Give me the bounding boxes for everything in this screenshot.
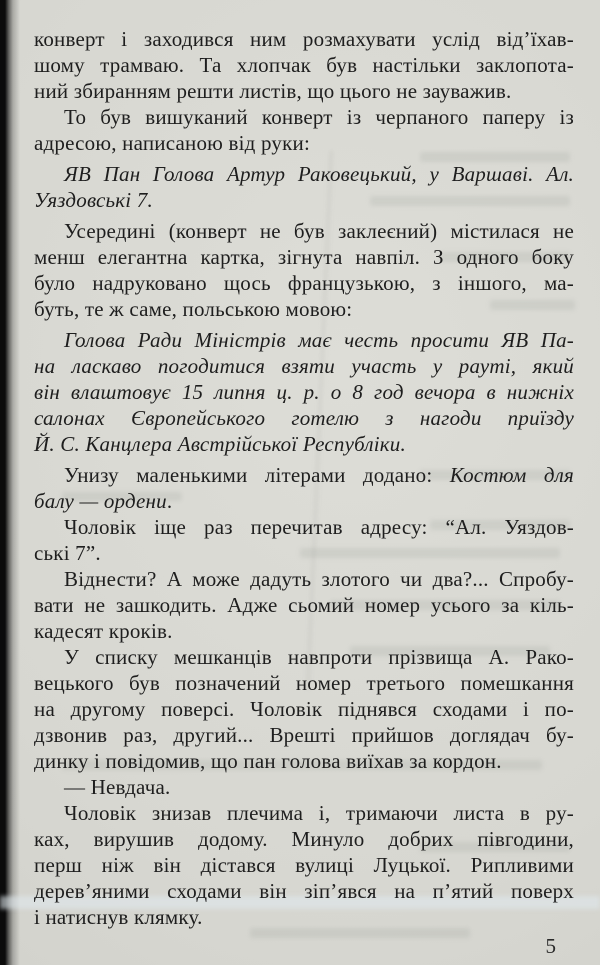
text-line xyxy=(34,431,574,457)
text-segment: Усередині (конверт не був заклеєний) містилася не xyxy=(64,219,574,243)
text-segment: шому трамваю. Та хлопчак був настільки заклопота- xyxy=(34,53,574,77)
text-line xyxy=(34,514,574,540)
quote-paragraph xyxy=(34,327,574,457)
italic-text-segment: на ласкаво погодитися взяти участь у рауті, який xyxy=(34,354,574,378)
italic-text-segment: балу — ордени xyxy=(34,489,167,513)
quote-paragraph xyxy=(34,161,574,213)
text-line xyxy=(34,618,574,644)
text-segment: — Невдача. xyxy=(64,775,171,799)
text-line xyxy=(34,878,574,904)
text-segment: Чоловік іще раз перечитав адресу: “Ал. Уяздов- xyxy=(64,515,574,539)
text-segment: Віднести? А може дадуть злотого чи два?... Спробу- xyxy=(64,567,574,591)
text-line xyxy=(34,748,574,774)
text-line xyxy=(34,270,574,296)
italic-text-segment: Й. С. Канцлера Австрійської Республіки. xyxy=(34,432,406,456)
text-line xyxy=(34,405,574,431)
italic-text-segment: Голова Ради Міністрів має честь просити ЯВ Па- xyxy=(64,328,574,352)
text-segment: У списку мешканців навпроти прізвища А. Рако- xyxy=(64,645,574,669)
spine-shadow xyxy=(0,0,20,965)
text-segment: ках, вирушив додому. Минуло добрих півгодини, xyxy=(34,827,574,851)
text-segment: буть, те ж саме, польською мовою: xyxy=(34,297,353,321)
paragraph xyxy=(34,462,574,514)
text-segment: перш ніж він дістався вулиці Луцької. Рипливими xyxy=(34,853,574,877)
page-number: 5 xyxy=(545,934,556,958)
text-segment: . xyxy=(166,489,173,513)
text-line xyxy=(34,187,574,213)
text-line xyxy=(34,774,574,800)
italic-text-segment: Костюм для xyxy=(449,463,574,487)
text-segment: дерев’яними сходами він зіп’явся на п’ятий поверх xyxy=(34,879,574,903)
text-line xyxy=(34,161,574,187)
text-line xyxy=(34,904,574,930)
text-line xyxy=(34,104,574,130)
text-segment: ські 7”. xyxy=(34,541,101,565)
text-line xyxy=(34,800,574,826)
text-segment: на другому поверсі. Чоловік піднявся сходами і по- xyxy=(34,697,574,721)
text-segment: кадесят кроків. xyxy=(34,619,173,643)
text-line xyxy=(34,244,574,270)
text-line xyxy=(34,78,574,104)
text-segment: То був вишуканий конверт із черпаного паперу із xyxy=(64,105,574,129)
paragraph xyxy=(34,644,574,774)
text-line xyxy=(34,852,574,878)
page-text xyxy=(34,26,574,930)
text-line xyxy=(34,296,574,322)
text-segment: ний збиранням решти листів, що цього не зауважив. xyxy=(34,79,512,103)
text-line xyxy=(34,488,574,514)
text-segment: Чоловік знизав плечима і, тримаючи листа в ру- xyxy=(64,801,574,825)
text-line xyxy=(34,327,574,353)
text-line xyxy=(34,130,574,156)
text-line xyxy=(34,696,574,722)
text-segment: Унизу маленькими літерами додано: xyxy=(64,463,450,487)
text-segment: і натиснув клямку. xyxy=(34,905,203,929)
text-line xyxy=(34,353,574,379)
text-line xyxy=(34,826,574,852)
italic-text-segment: Уяздовські 7. xyxy=(34,188,153,212)
italic-text-segment: ЯВ Пан Голова Артур Раковецький, у Варшаві. Ал. xyxy=(64,162,574,186)
text-line xyxy=(34,540,574,566)
paragraph xyxy=(34,566,574,644)
paragraph xyxy=(34,218,574,322)
paragraph xyxy=(34,774,574,800)
text-line xyxy=(34,379,574,405)
text-segment: було надруковано щось французькою, з іншого, ма- xyxy=(34,271,574,295)
text-line xyxy=(34,52,574,78)
text-line xyxy=(34,26,574,52)
text-segment: вати не зашкодить. Адже сьомий номер усього за кіль- xyxy=(34,593,574,617)
italic-text-segment: салонах Європейського готелю з нагоди приїзду xyxy=(34,406,574,430)
text-line xyxy=(34,566,574,592)
text-segment: конверт і заходився ним розмахувати услід від’їхав- xyxy=(34,27,574,51)
text-segment: менш елегантна картка, зігнута навпіл. З одного боку xyxy=(34,245,574,269)
text-segment: дзвонив раз, другий... Врешті прийшов доглядач бу- xyxy=(34,723,574,747)
paragraph xyxy=(34,104,574,156)
paragraph xyxy=(34,514,574,566)
text-segment: адресою, написаною від руки: xyxy=(34,131,310,155)
italic-text-segment: він влаштовує 15 липня ц. р. о 8 год вечора в нижніх xyxy=(34,380,574,404)
text-line xyxy=(34,592,574,618)
text-line xyxy=(34,722,574,748)
text-segment: вецького був позначений номер третього помешкання xyxy=(34,671,574,695)
text-line xyxy=(34,644,574,670)
text-line xyxy=(34,218,574,244)
paragraph xyxy=(34,26,574,104)
paragraph xyxy=(34,800,574,930)
text-segment: динку і повідомив, що пан голова виїхав за кордон. xyxy=(34,749,502,773)
text-line xyxy=(34,670,574,696)
text-line xyxy=(34,462,574,488)
